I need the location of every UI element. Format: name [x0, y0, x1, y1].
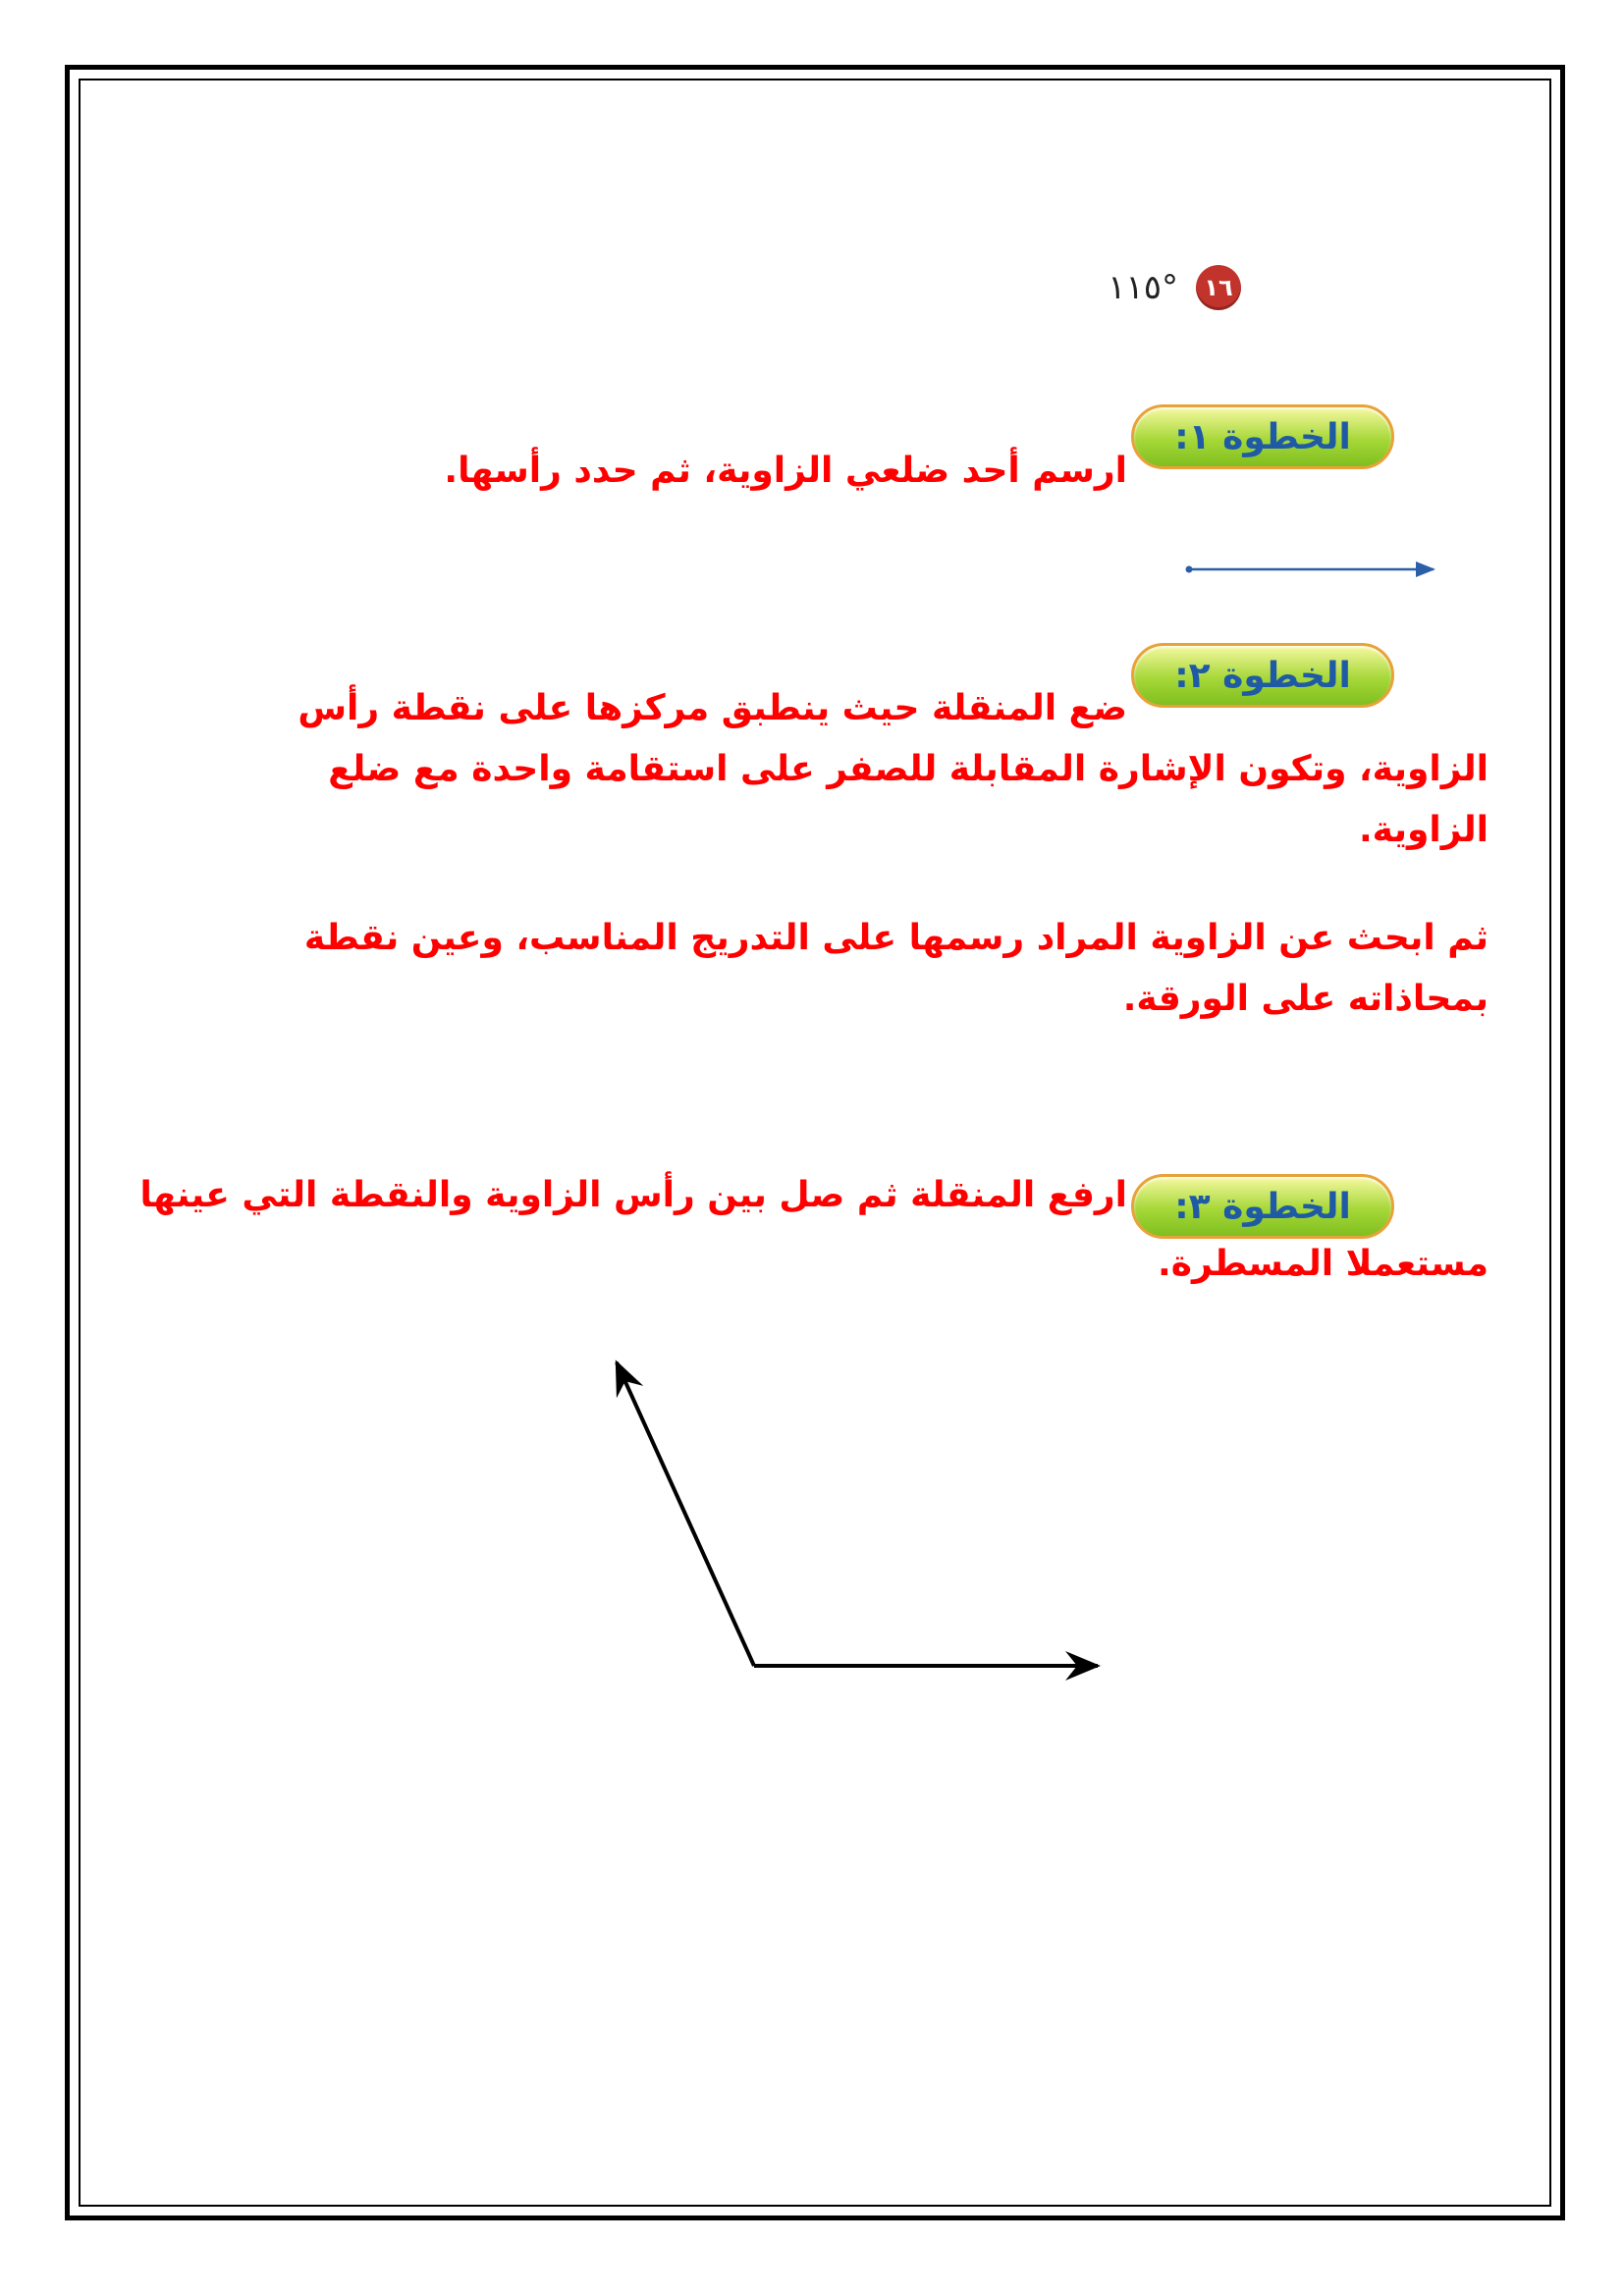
step-3-text-line-1: ارفع المنقلة ثم صل بين رأس الزاوية والنقطة التي عينها: [139, 1175, 1127, 1215]
step-2-text-line-3: الزاوية.: [1359, 810, 1489, 850]
problem-number-badge: ١٦: [1196, 265, 1241, 310]
problem-header: [1108, 265, 1241, 310]
step-2-text-line-2: الزاوية، وتكون الإشارة المقابلة للصفر على استقامة واحدة مع ضلع: [328, 749, 1489, 789]
step-2-label: الخطوة ٢:: [1131, 643, 1394, 708]
problem-angle-value: ١١٥°: [1108, 268, 1178, 307]
step-1-label: الخطوة ١:: [1131, 404, 1394, 469]
step-2-extra-line-1: ثم ابحث عن الزاوية المراد رسمها على التدريج المناسب، وعين نقطة: [303, 918, 1489, 958]
step-2-extra-line-2: بمحاذاته على الورقة.: [1122, 979, 1489, 1019]
step-3-label: الخطوة ٣:: [1131, 1174, 1394, 1239]
step-3-text-line-2: مستعملا المسطرة.: [1158, 1244, 1489, 1284]
step-2-text-line-1: ضع المنقلة حيث ينطبق مركزها على نقطة رأس: [298, 688, 1127, 728]
page-border-inner: [79, 79, 1551, 2207]
step-1-text: ارسم أحد ضلعي الزاوية، ثم حدد رأسها.: [444, 451, 1127, 491]
